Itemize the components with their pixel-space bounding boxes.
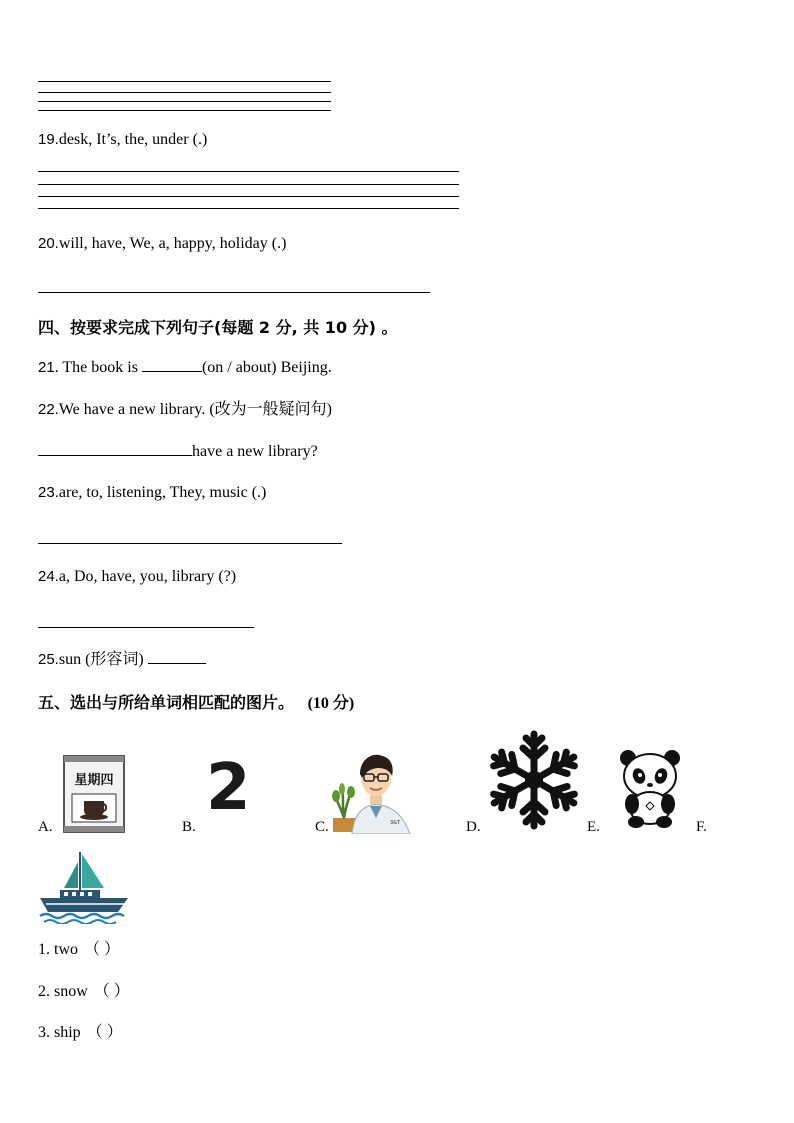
question-21: 21. The book is (on / about) Beijing. <box>38 359 332 376</box>
option-c-label: C. <box>315 819 329 835</box>
option-e-label: E. <box>587 819 600 835</box>
question-23: 23.are, to, listening, They, music (.) <box>38 484 267 501</box>
section-5-heading: 五、选出与所给单词相匹配的图片。 (10 分) <box>38 693 355 712</box>
answer-paren[interactable]: （ ） <box>93 983 130 1000</box>
answer-line <box>38 627 254 628</box>
answer-blank[interactable] <box>142 371 202 372</box>
section-4-heading: 四、按要求完成下列句子(每题 2 分, 共 10 分) 。 <box>38 318 398 337</box>
option-b-label: B. <box>182 819 196 835</box>
snowflake-image <box>486 726 582 834</box>
answer-line <box>38 101 331 102</box>
panda-image <box>616 748 684 828</box>
question-22: 22.We have a new library. (改为一般疑问句) <box>38 401 333 418</box>
answer-blank[interactable] <box>38 455 192 456</box>
answer-line <box>38 196 459 197</box>
calendar-thursday-image <box>62 754 126 834</box>
answer-line <box>38 543 342 544</box>
question-20: 20.will, have, We, a, happy, holiday (.) <box>38 235 287 252</box>
match-item-2: 2. snow （ ） <box>38 983 130 1000</box>
answer-line <box>38 184 459 185</box>
answer-line <box>38 208 459 209</box>
question-25: 25.sun (形容词) <box>38 650 206 670</box>
option-f-label: F. <box>696 819 707 835</box>
option-a-label: A. <box>38 819 53 835</box>
badge-text: 3&T <box>390 820 401 826</box>
calendar-text: 星期四 <box>74 773 114 788</box>
answer-line <box>38 92 331 93</box>
answer-line <box>38 171 459 172</box>
question-19: 19.desk, It’s, the, under (.) <box>38 131 208 148</box>
number-two-image: 2 <box>206 751 251 825</box>
answer-line <box>38 81 331 82</box>
teacher-image <box>330 748 412 834</box>
match-item-3: 3. ship （ ） <box>38 1024 123 1041</box>
question-22-answer: have a new library? <box>38 442 318 462</box>
answer-line <box>38 292 430 293</box>
answer-paren[interactable]: （ ） <box>84 941 121 958</box>
ship-image <box>38 848 132 924</box>
question-24: 24.a, Do, have, you, library (?) <box>38 568 237 585</box>
answer-blank[interactable] <box>148 663 206 664</box>
match-item-1: 1. two （ ） <box>38 941 121 958</box>
answer-line <box>38 110 331 111</box>
option-d-label: D. <box>466 819 481 835</box>
answer-paren[interactable]: （ ） <box>86 1024 123 1041</box>
